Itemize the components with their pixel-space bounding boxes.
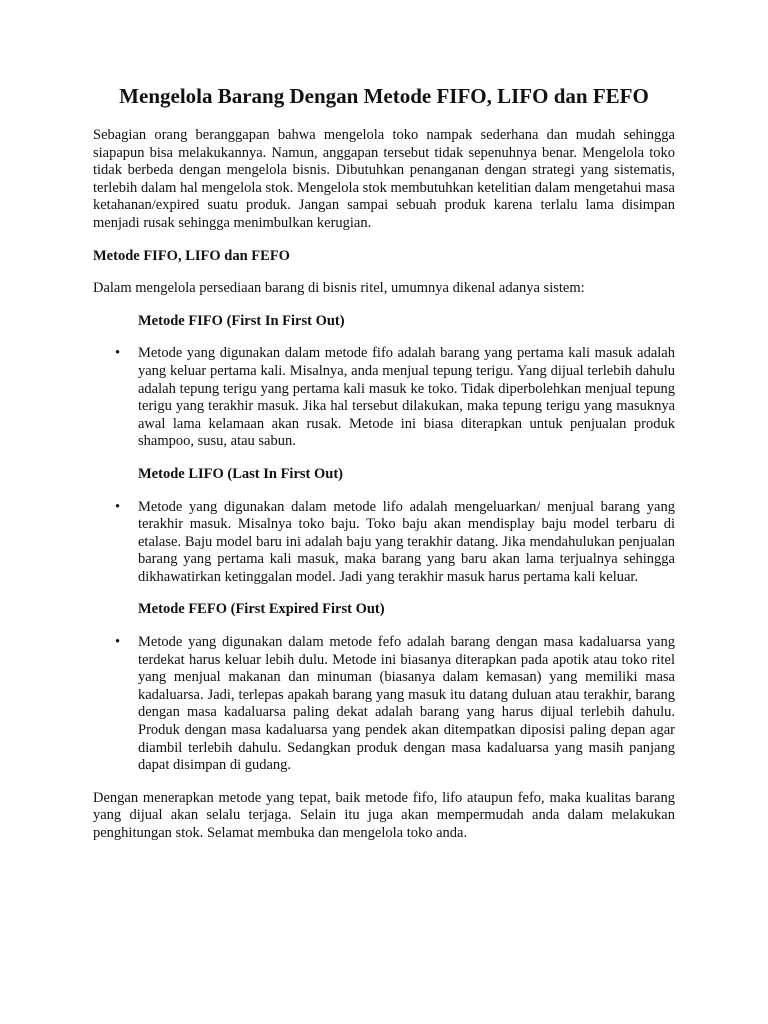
document-title: Mengelola Barang Dengan Metode FIFO, LIFO dan FEFO bbox=[119, 84, 649, 108]
method-bullet-fifo bbox=[93, 345, 675, 451]
method-text-lifo: Metode yang digunakan dalam metode lifo adalah mengeluarkan/ menjual barang yang terakhir masuk. Misalnya toko baju. Toko baju akan mendisplay baju model terbaru di etalase. Baju model baru ini adalah baju yang terakhir datang. Jika mendahulukan penjualan barang yang pertama kali masuk, maka barang yang baru akan lama terjualnya sehingga dikhawatirkan ketinggalan model. Jadi yang terakhir masuk harus pertama kali keluar. bbox=[138, 498, 675, 585]
intro-paragraph: Sebagian orang beranggapan bahwa mengelola toko nampak sederhana dan mudah sehingga siapapun bisa melakukannya. Namun, anggapan tersebut tidak sepenuhnya benar. Mengelola toko tidak berbeda dengan mengelola bisnis. Dibutuhkan penanganan dengan strategi yang sistematis, terlebih dalam hal mengelola stok. Mengelola stok membutuhkan ketelitian dalam mengetahui masa ketahanan/expired suatu produk. Jangan sampai sebuah produk karena terlalu lama disimpan menjadi rusak sehingga menimbulkan kerugian. bbox=[93, 127, 675, 231]
method-text-fefo: Metode yang digunakan dalam metode fefo adalah barang dengan masa kadaluarsa yang terdekat harus keluar lebih dulu. Metode ini biasanya diterapkan pada apotik atau toko ritel yang menjual makanan dan minuman (biasanya dalam kemasan) yang memiliki masa kadaluarsa. Jadi, terlepas apakah barang yang masuk itu datang duluan atau terakhir, barang dengan masa kadaluarsa paling dekat adalah barang yang harus dijual terlebih dahulu. Produk dengan masa kadaluarsa yang pendek akan ditempatkan diposisi paling depan agar diambil terlebih dahulu. Sedangkan produk dengan masa kadaluarsa yang masih panjang dapat disimpan di gudang. bbox=[138, 634, 675, 774]
method-heading-fefo: Metode FEFO (First Expired First Out) bbox=[138, 601, 385, 618]
bullet-icon: • bbox=[115, 345, 121, 362]
method-text-fifo: Metode yang digunakan dalam metode fifo adalah barang yang pertama kali masuk adalah yang keluar pertama kali. Misalnya, anda menjual tepung terigu. Yang dijual terlebih dahulu adalah tepung terigu yang pertama kali masuk ke toko. Tidak diperbolehkan menjual tepung terigu yang terakhir masuk. Jika hal tersebut dilakukan, maka tepung terigu yang masuknya awal lama kelamaan akan rusak. Metode ini biasa diterapkan untuk penjualan produk shampoo, susu, atau sabun. bbox=[138, 345, 675, 450]
method-bullet-lifo bbox=[93, 499, 675, 587]
section-intro-paragraph: Dalam mengelola persediaan barang di bisnis ritel, umumnya dikenal adanya sistem: bbox=[93, 280, 585, 297]
method-heading-lifo: Metode LIFO (Last In First Out) bbox=[138, 465, 343, 482]
method-heading-fifo: Metode FIFO (First In First Out) bbox=[138, 312, 345, 329]
section-heading: Metode FIFO, LIFO dan FEFO bbox=[93, 247, 290, 264]
bullet-icon: • bbox=[115, 498, 121, 515]
closing-paragraph: Dengan menerapkan metode yang tepat, baik metode fifo, lifo ataupun fefo, maka kualitas barang yang dijual akan selalu terjaga. Selain itu juga akan mempermudah anda dalam melakukan penghitungan stok. Selamat membuka dan mengelola toko anda. bbox=[93, 789, 675, 841]
bullet-icon: • bbox=[115, 634, 121, 651]
method-bullet-fefo bbox=[93, 634, 675, 775]
